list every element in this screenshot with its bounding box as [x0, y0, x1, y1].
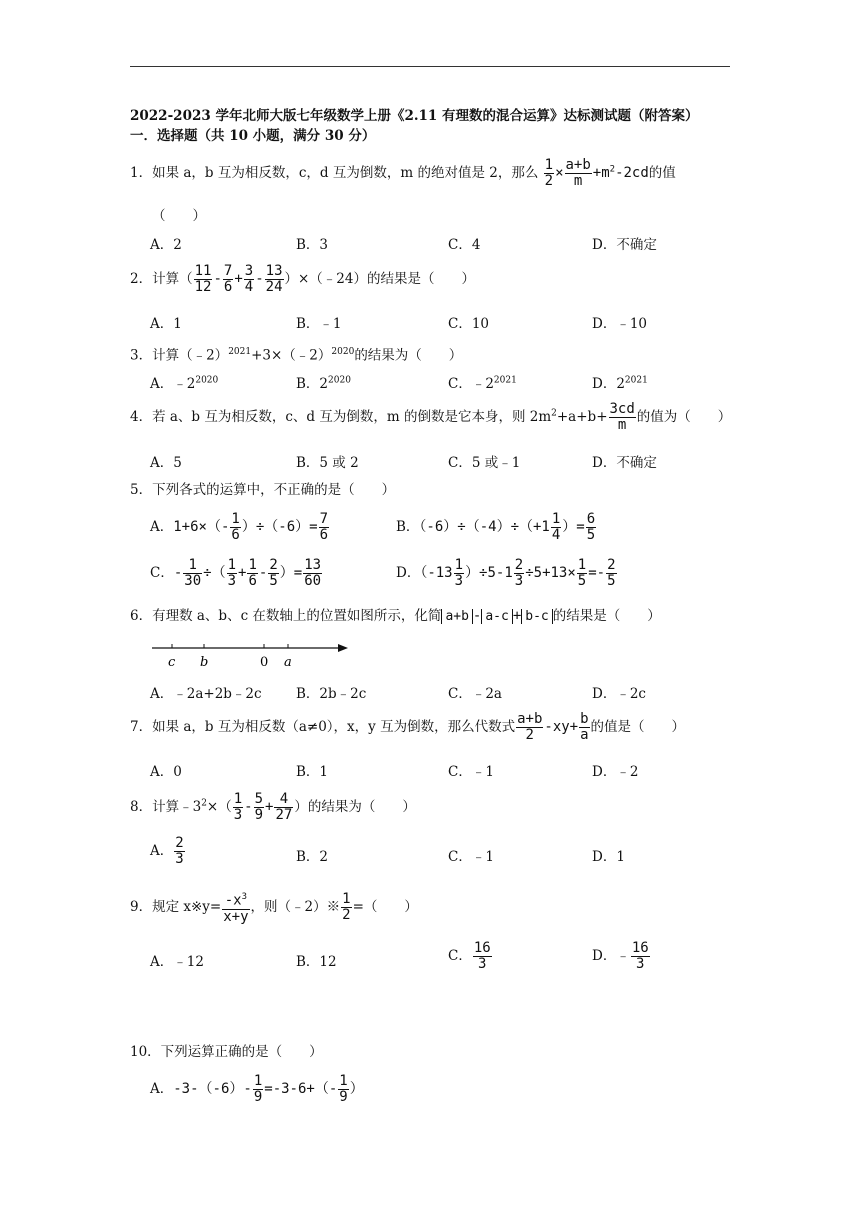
axis-label-c: c	[168, 655, 176, 670]
option-d: D．$2^{2021}$	[592, 375, 648, 392]
formula: $\frac{11}{12}$	[194, 263, 212, 295]
axis-label-b: b	[200, 655, 209, 670]
option-b: B．（-6）÷（-4）÷（+1 $\frac{1}{4}$ ）= $\frac{6}{5}$	[396, 511, 596, 543]
number-line	[150, 636, 360, 672]
question-8: 8．计算$﹣3^2\times$（ $\frac{1}{3}$ - $\frac{5}{9}$ + $\frac{4}{27}$ ）的结果为（ ）	[130, 791, 416, 823]
section-heading: 一．选择题（共 10 小题，满分 30 分）	[130, 128, 376, 144]
option-a: A．1+6×（- $\frac{1}{6}$ ）÷（-6）= $\frac{7}{6}$	[150, 511, 328, 543]
option-c: C．- $\frac{1}{30}$ ÷（ $\frac{1}{3}$ + $\frac{1}{6}$ - $\frac{2}{5}$ ）= $\frac{13}{60}$	[150, 557, 322, 589]
option-b: B．$2^{2020}$	[296, 375, 351, 392]
formula: $\frac{3cd}{m}$	[609, 401, 635, 433]
option-a: A．-3-（-6）- $\frac{1}{9}$ =-3-6+（- $\frac{1}{9}$ ）	[150, 1073, 364, 1105]
axis-label-a: a	[284, 655, 292, 670]
formula: $\frac{1}{2}$	[544, 157, 554, 189]
option-b: B．5 或 2	[296, 455, 359, 471]
option-d: D．不确定	[592, 455, 657, 471]
option-d: D．1	[592, 849, 625, 865]
formula: $\frac{-x^3}{x+y}$	[223, 892, 249, 925]
option-c: C．﹣2a	[448, 686, 502, 702]
option-d: D．﹣ $\frac{16}{3}$	[592, 940, 649, 972]
question-3: 3．计算（﹣2）$^{2021}$+3×（﹣2）$^{2020}$的结果为（ ）	[130, 347, 463, 364]
option-b: B．12	[296, 954, 337, 970]
option-a: A．0	[150, 764, 182, 780]
option-c: C．5 或﹣1	[448, 455, 521, 471]
option-c: C． $\frac{16}{3}$	[448, 940, 491, 972]
option-b: B．1	[296, 764, 329, 780]
option-a: A．$﹣2^{2020}$	[150, 375, 219, 392]
option-a: A．﹣2a+2b﹣2c	[150, 686, 262, 702]
option-c: C．﹣1	[448, 764, 494, 780]
axis-label-0: 0	[260, 655, 269, 670]
option-a: A． $\frac{2}{3}$	[150, 835, 184, 867]
question-9: 9．规定 x※y= $\frac{-x^3}{x+y}$ ，则（﹣2）※ $\frac{1}{2}$ =（ ）	[130, 890, 418, 925]
option-c: C．$﹣2^{2021}$	[448, 375, 517, 392]
option-a: A．5	[150, 455, 182, 471]
option-a: A．2	[150, 237, 182, 253]
question-4: 4．若 a、b 互为相反数，c、d 互为倒数，m 的倒数是它本身，则 $2m^2+a+b+$ $\frac{3cd}{m}$ 的值为（ ）	[130, 401, 732, 433]
question-10: 10．下列运算正确的是（ ）	[130, 1044, 323, 1060]
option-c: C．﹣1	[448, 849, 494, 865]
option-b: B．3	[296, 237, 329, 253]
question-1: 1．如果 a，b 互为相反数，c，d 互为倒数，m 的绝对值是 2，那么 $\frac{1}{2}$ × $\frac{a+b}{m}$ $+m^2-2cd$的值	[130, 157, 676, 189]
option-d: D．不确定	[592, 237, 657, 253]
question-2: 2．计算（ $\frac{11}{12}$ - $\frac{7}{6}$ + $\frac{3}{4}$ - $\frac{13}{24}$ ）×（﹣24）的结果是（ ）	[130, 263, 475, 295]
answer-paren: （ ）	[152, 208, 206, 224]
option-c: C．4	[448, 237, 481, 253]
question-1-text: 1．如果 a，b 互为相反数，c，d 互为倒数，m 的绝对值是 2，那么	[130, 165, 539, 181]
option-d: D．﹣2c	[592, 686, 646, 702]
question-6: 6．有理数 a、b、c 在数轴上的位置如图所示，化简 a+b - a-c + b-c 的结果是（ ）	[130, 608, 661, 624]
arrow-icon	[338, 644, 348, 652]
formula: $\frac{a+b}{2}$	[517, 711, 543, 743]
header-rule	[130, 66, 730, 67]
option-b: B．2	[296, 849, 329, 865]
option-a: A．﹣12	[150, 954, 204, 970]
option-d: D．（-13 $\frac{1}{3}$ ）÷5-1 $\frac{2}{3}$ ÷5+13× $\frac{1}{5}$ =- $\frac{2}{5}$	[396, 557, 616, 589]
option-d: D．﹣2	[592, 764, 639, 780]
option-b: B．2b﹣2c	[296, 686, 367, 702]
option-a: A．1	[150, 316, 182, 332]
option-d: D．﹣10	[592, 316, 648, 332]
option-c: C．10	[448, 316, 490, 332]
question-5: 5．下列各式的运算中，不正确的是（ ）	[130, 482, 396, 498]
page-title: 2022-2023 学年北师大版七年级数学上册《2.11 有理数的混合运算》达标测试题（附答案）	[130, 108, 699, 124]
formula: $\frac{a+b}{m}$	[565, 157, 591, 189]
question-7: 7．如果 a，b 互为相反数（a≠0），x，y 互为倒数，那么代数式 $\frac{a+b}{2}$ -xy+ $\frac{b}{a}$ 的值是（ ）	[130, 711, 686, 743]
option-b: B．﹣1	[296, 316, 342, 332]
